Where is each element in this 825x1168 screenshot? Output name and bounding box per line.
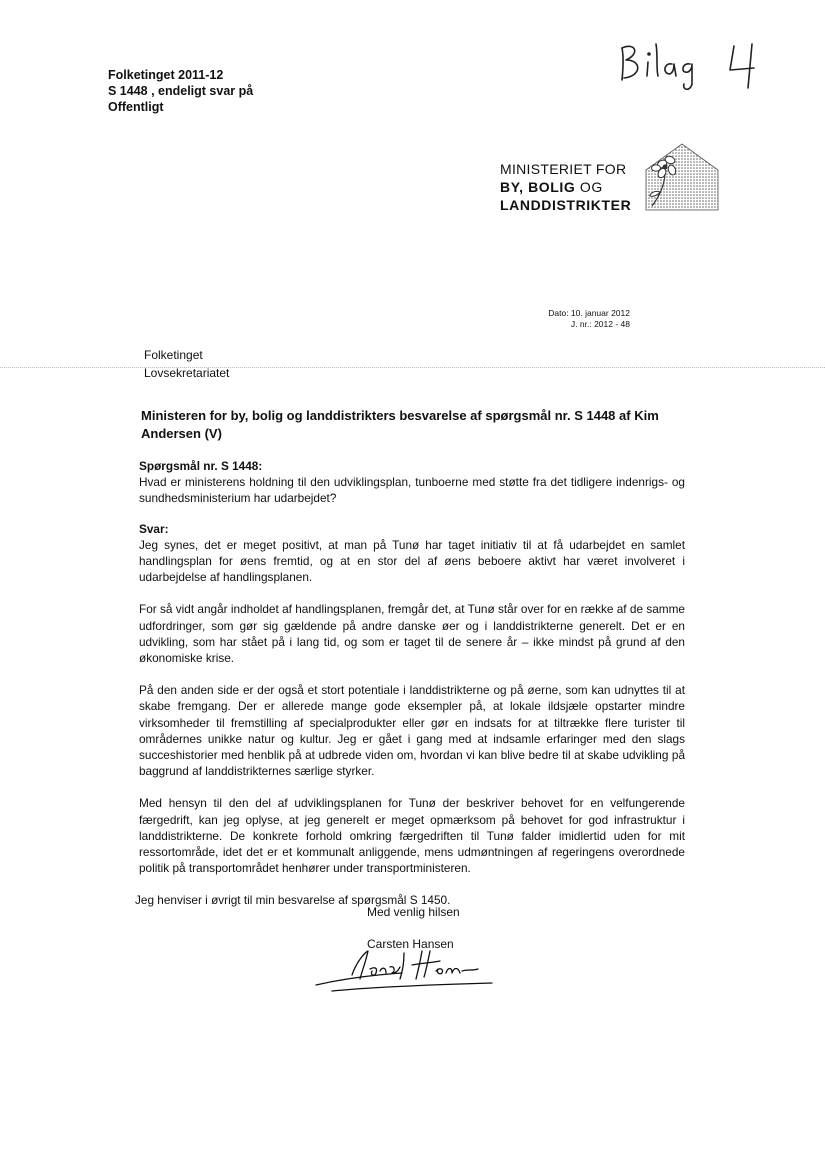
recipient-line-1: Folketinget <box>144 348 203 362</box>
fold-divider <box>0 367 825 368</box>
bilag-handwritten-stamp <box>614 36 774 96</box>
flower-house-icon <box>642 140 722 212</box>
document-title: Ministeren for by, bolig og landdistrikters besvarelse af spørgsmål nr. S 1448 af Kim Andersen (V) <box>141 408 659 441</box>
document-date: Dato: 10. januar 2012 <box>548 308 630 318</box>
journal-number: J. nr.: 2012 - 48 <box>570 319 630 329</box>
document-header <box>108 67 253 115</box>
document-meta <box>430 308 630 330</box>
ministry-line-2-og: OG <box>575 179 603 195</box>
ministry-line-1: MINISTERIET FOR <box>500 161 627 177</box>
header-line-2: S 1448 , endeligt svar på <box>108 84 254 98</box>
recipient-block <box>144 346 229 382</box>
recipient-line-2: Lovsekretariatet <box>144 366 230 380</box>
question-label: Spørgsmål nr. S 1448: <box>139 459 263 473</box>
header-line-1: Folketinget 2011-12 <box>108 68 224 82</box>
answer-paragraph-3: På den anden side er der også et stort potentiale i landdistrikterne og på øerne, som kan udnyttes til at skabe fremgang. Der er allerede mange gode eksempler på, at lokale ildsjæle opstarter mindre virksomheder til fremstilling af specialprodukter eller gør en indsats for at tiltrække flere turister til områdernes unikke natur og kultur. Jeg er gået i gang med at indsamle erfaringer med den slags succeshistorier med henblik på at udbrede viden om, hvordan vi kan blive bedre til at skabe udvikling på baggrund af landdistrikternes særlige styrker. <box>139 683 685 779</box>
handwritten-signature <box>312 945 502 995</box>
document-body <box>135 458 685 909</box>
question-text: Hvad er ministerens holdning til den udviklingsplan, tunboerne med støtte fra det tidligere indenrigs- og sundhedsministerium har udarbejdet? <box>139 475 685 506</box>
ministry-line-2-main: BY, BOLIG <box>500 179 576 195</box>
answer-label: Svar: <box>139 521 169 536</box>
answer-paragraph-5: Jeg henviser i øvrigt til min besvarelse af spørgsmål S 1450. <box>135 893 451 908</box>
ministry-logo-block <box>500 140 730 220</box>
signatory-name: Carsten Hansen <box>367 937 454 951</box>
ministry-line-2 <box>500 178 631 196</box>
closing-greeting: Med venlig hilsen <box>367 905 460 919</box>
answer-paragraph-1: Jeg synes, det er meget positivt, at man på Tunø har taget initiativ til at få udarbejdet en samlet handlingsplan for øens fremtid, og at en stor del af øens beboere aktivt har været involveret i udarbejdelse af handlingsplanen. <box>139 537 685 585</box>
answer-paragraph-4: Med hensyn til den del af udviklingsplanen for Tunø der beskriver behovet for en velfungerende færgedrift, kan jeg oplyse, at jeg generelt er meget opmærksom på behovet for god infrastruktur i landdistrikterne. De konkrete forhold omkring færgedriften til Tunø falder imidlertid uden for mit ressortområde, idet det er et kommunalt anliggende, mens udmøntningen af regeringens overordnede politik på transportområdet henhører under transportministeren. <box>139 796 685 876</box>
header-line-3: Offentligt <box>108 100 164 114</box>
answer-paragraph-2: For så vidt angår indholdet af handlingsplanen, fremgår det, at Tunø står over for en række af de samme udfordringer, som gør sig gældende på andre danske øer og i landdistrikterne generelt. Det er en udvikling, som har stået på i lang tid, og som er taget til de senere år – ikke mindst på grund af den økonomiske krise. <box>139 602 685 666</box>
ministry-line-3: LANDDISTRIKTER <box>500 197 632 213</box>
ministry-name <box>500 160 631 214</box>
